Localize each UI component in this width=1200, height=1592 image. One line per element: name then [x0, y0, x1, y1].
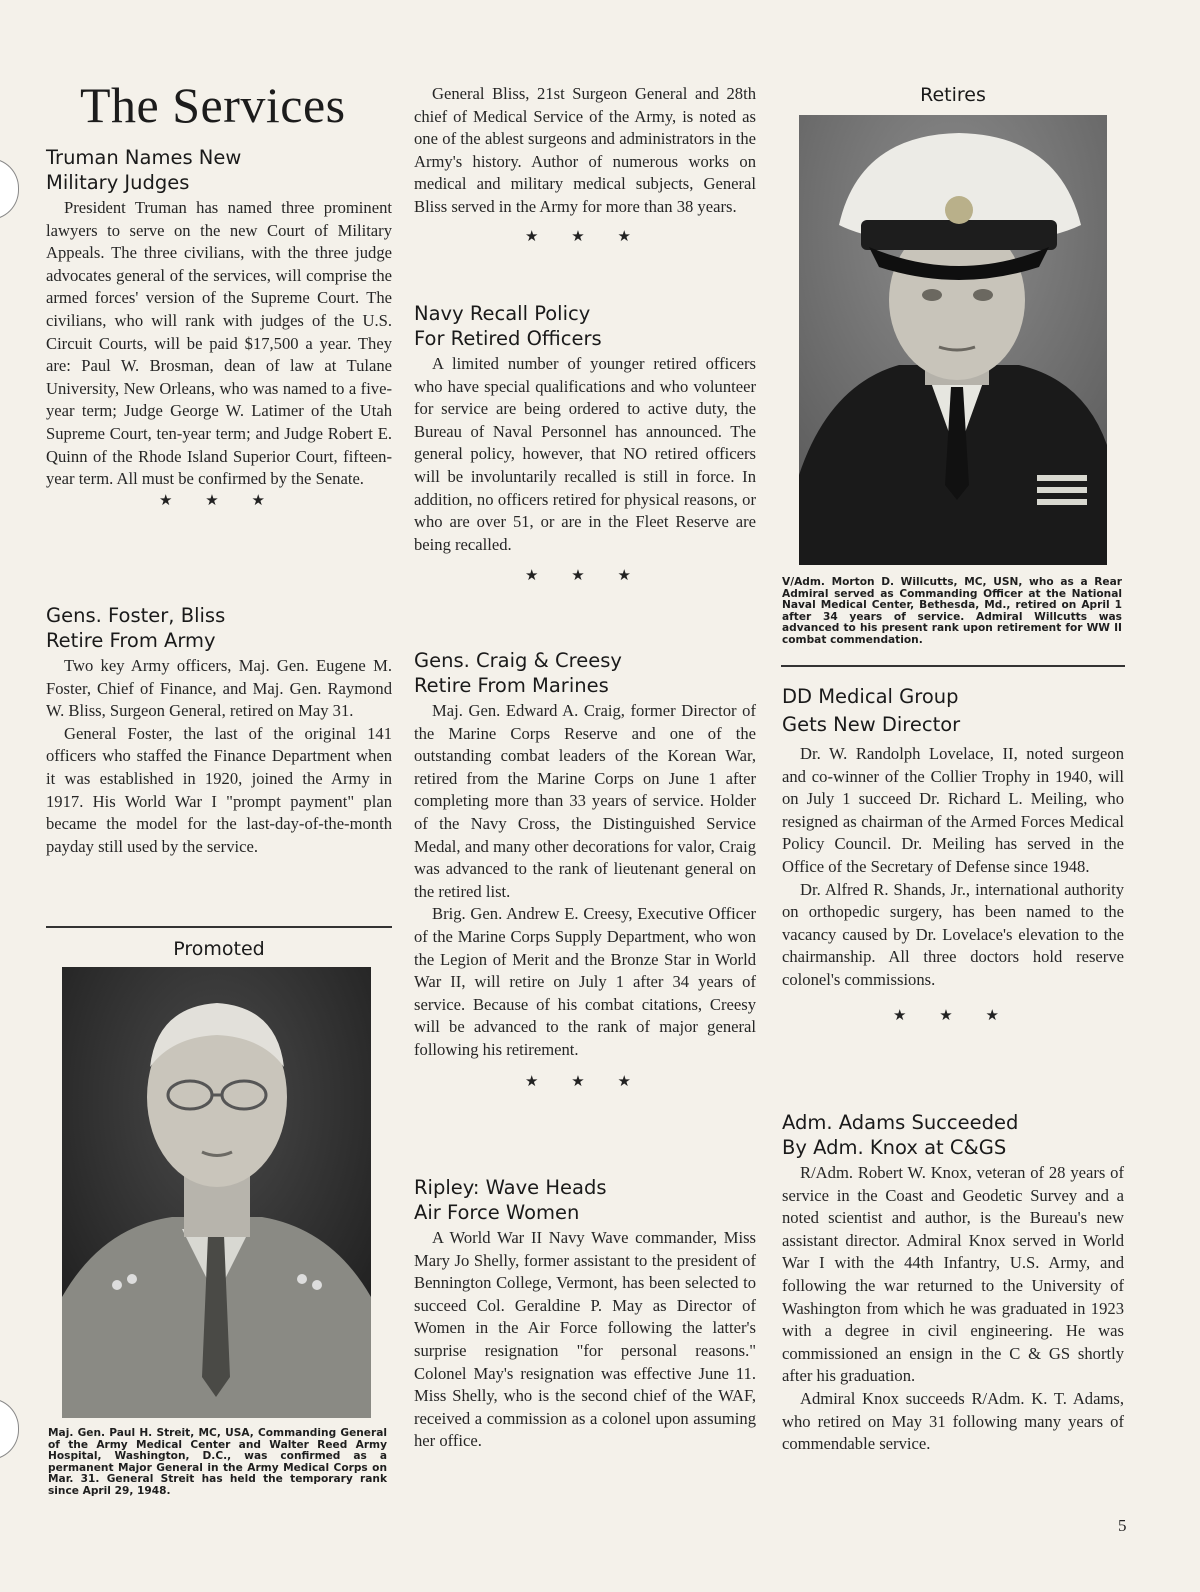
article-heading — [414, 301, 756, 351]
article-heading — [46, 603, 392, 653]
heading-line: By Adm. Knox at C&GS — [782, 1136, 1007, 1159]
portrait-image — [62, 967, 371, 1418]
article-navy-recall — [414, 301, 756, 584]
photo-label: Promoted — [173, 938, 265, 960]
article-adams-knox — [782, 1110, 1124, 1456]
heading-line: DD Medical Group — [782, 685, 959, 708]
page-number: 5 — [1118, 1516, 1127, 1535]
article-body: Dr. Alfred R. Shands, Jr., international authority on orthopedic surgery, has been named to the vacancy caused by Dr. Lovelace's elevation to the chairmanship. All three doctors hold reserve colonel's commissions. — [782, 879, 1124, 989]
heading-line: Adm. Adams Succeeded — [782, 1111, 1019, 1134]
page-title: The Services — [80, 77, 346, 133]
heading-line: For Retired Officers — [414, 327, 602, 350]
article-truman-judges — [46, 145, 392, 509]
section-divider-stars: ★ ★ ★ — [159, 490, 279, 509]
photo-label: Retires — [920, 84, 986, 106]
article-body: President Truman has named three prominent lawyers to serve on the new Court of Military Appeals. The three civilians, with the three judge advocates general of the services, will comprise the armed forces' version of the Supreme Court. The civilians, who will rank with judges of the U.S. Circuit Courts, will be paid $17,500 a year. They are: Paul W. Brosman, dean of law at Tulane University, New Orleans, who was named to a five-year term; Judge George W. Latimer of the Utah Supreme Court, ten-year term; and Judge Robert E. Quinn of the Rhode Island Superior Court, fifteen-year term. All must be confirmed by the Senate. — [46, 198, 392, 489]
photo-caption: V/Adm. Morton D. Willcutts, MC, USN, who as a Rear Admiral served as Commanding Officer at the National Naval Medical Center, Bethesda, Md., retired on April 1 after 34 years of service. Admiral Willcutts was advanced to his present rank upon retirement for WW II combat commendation. — [782, 576, 1122, 646]
article-heading — [414, 1175, 756, 1225]
heading-line: Retire From Army — [46, 629, 216, 652]
portrait-image — [799, 115, 1107, 565]
article-body: A World War II Navy Wave commander, Miss Mary Jo Shelly, former assistant to the president of Bennington College, Vermont, has been selected to succeed Col. Geraldine P. May as Director of Women in the Air Force following the latter's surprise resignation "for personal reasons." Colonel May's resignation was effective June 11. Miss Shelly, who is the second chief of the WAF, received a commission as a colonel upon assuming her office. — [414, 1228, 756, 1451]
heading-line: Military Judges — [46, 171, 190, 194]
article-body: Dr. W. Randolph Lovelace, II, noted surgeon and co-winner of the Collier Trophy in 1940, will on July 1 succeed Dr. Richard L. Meiling, who resigned as chairman of the Armed Forces Medical Policy Council. Dr. Meiling has served in the Office of the Secretary of Defense since 1948. — [782, 744, 1124, 876]
article-dd-medical — [782, 683, 1124, 1024]
section-rule — [781, 665, 1125, 667]
article-wave-heads — [414, 1175, 756, 1453]
section-divider-stars: ★ ★ ★ — [525, 1071, 645, 1090]
photo-caption: Maj. Gen. Paul H. Streit, MC, USA, Commanding General of the Army Medical Center and Walter Reed Army Hospital, Washington, D.C., was confirmed as a permanent Major General in the Army Medical Corps on Mar. 31. General Streit has held the temporary rank since April 29, 1948. — [48, 1427, 387, 1497]
binder-hole — [0, 1398, 19, 1460]
heading-line: Gets New Director — [782, 713, 961, 736]
article-body: Brig. Gen. Andrew E. Creesy, Executive Officer of the Marine Corps Supply Department, who won the Legion of Merit and the Bronze Star in World War II, will retire on July 1 after 34 years of service. Because of his combat citations, Creesy will be advanced to the rank of major general following his retirement. — [414, 904, 756, 1059]
article-body: A limited number of younger retired officers who have special qualifications and who volunteer for service are being ordered to active duty, the Bureau of Naval Personnel has announced. The general policy, however, that NO retired officers will be involuntarily recalled is still in force. In addition, no officers retired for physical reasons, or who are over 51, or are in the Fleet Reserve are being recalled. — [414, 354, 756, 554]
section-divider-stars: ★ ★ ★ — [525, 566, 645, 585]
article-heading — [46, 145, 392, 195]
heading-line: Ripley: Wave Heads — [414, 1176, 607, 1199]
article-heading — [782, 1110, 1124, 1160]
heading-line: Retire From Marines — [414, 674, 609, 697]
article-body: R/Adm. Robert W. Knox, veteran of 28 years of service in the Coast and Geodetic Survey and a noted scientist and author, is the Bureau's new assistant director. Admiral Knox served in World War I with the 44th Infantry, U.S. Army, and following the war returned to the University of Washington from which he was graduated in 1923 with a degree in civil engineering. He was commissioned an ensign in the C & GS shortly after his graduation. — [782, 1163, 1124, 1386]
article-body: General Foster, the last of the original 141 officers who staffed the Finance Department when it was established in 1920, joined the Army in 1917. His World War I "prompt payment" plan became the model for the last-day-of-the-month payday still used by the service. — [46, 723, 392, 856]
article-heading — [782, 683, 1124, 739]
heading-line: Truman Names New — [46, 146, 242, 169]
heading-line: Gens. Craig & Creesy — [414, 649, 622, 672]
article-body: General Bliss, 21st Surgeon General and 28th chief of Medical Service of the Army, is noted as one of the ablest surgeons and administrators in the Army's history. Author of numerous works on medical and military medical subjects, General Bliss served in the Army for more than 38 years. — [414, 84, 756, 216]
article-body: Admiral Knox succeeds R/Adm. K. T. Adams, who retired on May 31 following many years of commendable service. — [782, 1388, 1124, 1454]
article-heading — [414, 648, 756, 698]
binder-hole — [0, 158, 19, 220]
section-rule — [46, 926, 392, 928]
article-bliss-continued — [414, 83, 756, 245]
section-divider-stars: ★ ★ ★ — [893, 1005, 1013, 1024]
heading-line: Gens. Foster, Bliss — [46, 604, 226, 627]
portrait-photo-streit — [62, 967, 371, 1418]
article-body: Maj. Gen. Edward A. Craig, former Director of the Marine Corps Reserve and one of the outstanding combat leaders of the Korean War, retired from the Marine Corps on June 1 after completing more than 33 years of service. Holder of the Navy Cross, the Distinguished Service Medal, and many other decorations for valor, Craig was advanced to the rank of lieutenant general on the retired list. — [414, 701, 756, 901]
article-craig-creesy — [414, 648, 756, 1090]
section-divider-stars: ★ ★ ★ — [525, 226, 645, 245]
heading-line: Navy Recall Policy — [414, 302, 591, 325]
heading-line: Air Force Women — [414, 1201, 580, 1224]
article-foster-bliss — [46, 603, 392, 858]
article-body: Two key Army officers, Maj. Gen. Eugene M. Foster, Chief of Finance, and Maj. Gen. Raymond W. Bliss, Surgeon General, retired on May 31. — [46, 656, 392, 721]
portrait-photo-willcutts — [799, 115, 1107, 565]
